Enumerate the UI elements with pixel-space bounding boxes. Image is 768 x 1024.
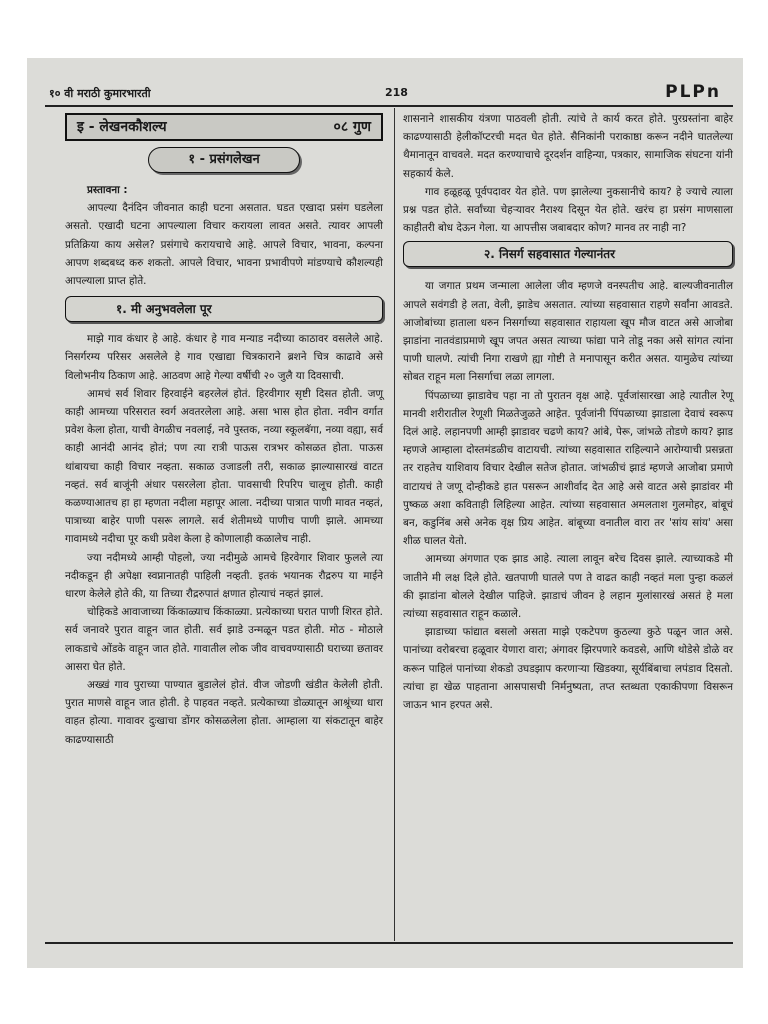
page-number: 218	[385, 86, 408, 99]
subheading-flood: १. मी अनुभवलेला पूर	[65, 296, 383, 322]
paragraph: गाव हळूहळू पूर्वपदावर येत होते. पण झालेल्या नुकसानीचे काय? हे ज्याचे त्याला प्रश्न पडत होते. सर्वांच्या चेहऱ्यावर नैराश्य दिसून येत होते. खरंच हा प्रसंग माणसाला काहीतरी बोध देऊन गेला. या आपत्तीस जबाबदार कोण? मानव तर नाही ना?	[403, 185, 733, 235]
left-column	[65, 113, 383, 749]
book-title: १० वी मराठी कुमारभारती	[49, 87, 151, 100]
subheading-nature: २. निसर्ग सहवासात गेल्यानंतर	[403, 241, 733, 267]
intro-label: प्रस्तावना :	[87, 184, 128, 196]
header-rule	[45, 105, 733, 107]
paragraph: अख्खं गाव पुराच्या पाण्यात बुडालेलं होतं. वीज जोडणी खंडीत केलेली होती. पुरात माणसे वाहून जात होती. हे पाहवत नव्हते. प्रत्येकाच्या डोळ्यातून आश्रूंच्या धारा वाहत होत्या. गावावर दुःखाचा डोंगर कोसळलेला होता. आम्हाला या संकटातून बाहेर काढण्यासाठी	[65, 679, 383, 746]
section-marks: ०८ गुण	[333, 118, 371, 135]
paragraph: ज्या नदीमध्ये आम्ही पोहलो, ज्या नदीमुळे आमचे हिरवेगार शिवार फुलले त्या नदीकडून ही अपेक्षा स्वप्नानातही पाहिली नव्हती. इतकं भयानक रौद्ररुप या माईने धारण केलेले होते की, या तिच्या रौद्ररुपातं क्षणात होत्याचं नव्हतं झालं.	[65, 551, 383, 601]
paragraph: झाडाच्या फांद्यात बसलो असता माझे एकटेपण कुठल्या कुठे पळून जात असे. पानांच्या वरोबरचा हळूवार येणारा वारा; अंगावर झिरपणारे कवडसे, आणि थोडेसे डोळे वर करून पाहिलं पानांच्या शेकडो उघडझाप करणाऱ्या खिडक्या, सूर्यबिंबाचा लपंडाव दिसतो. त्यांचा हा खेळ पाहताना आसपासची निर्मनुष्यता, तप्त स्तब्धता एकाकीपणा विसरून जाऊन भान हरपत असे.	[403, 626, 733, 712]
paragraph: चोहिकडे आवाजाच्या किंकाळ्याच किंकाळ्या. प्रत्येकाच्या घरात पाणी शिरत होते. सर्व जनावरे पुरात वाहून जात होती. सर्व झाडे उन्मळून पडत होती. मोठ - मोठाले लाकडाचे ओंडके वाहून जात होते. गावातील लोक जीव वाचवण्यासाठी घराच्या छतावर आसरा घेत होते.	[65, 606, 383, 673]
section-title-box	[65, 113, 383, 141]
intro-paragraph: आपल्या दैनंदिन जीवनात काही घटना असतात. घडत एखादा प्रसंग घडलेला असतो. एखादी घटना आपल्याला विचार करायला लावत असते. त्यावर आपली प्रतिक्रिया काय असेल? प्रसंगाचे करायचाचे आहे. आपले विचार, भावना, कल्पना आपण शब्दबध्द करु शकतो. आपले विचार, भावना प्रभावीपणे मांडण्याचे कौशल्यही आपल्याला प्राप्त होते.	[65, 202, 383, 288]
paragraph: आमच्या अंगणात एक झाड आहे. त्याला लावून बरेच दिवस झाले. त्याच्याकडे मी जातीने मी लक्ष दिले होते. खतपाणी घातले पण ते वाढत काही नव्हतं मला पुन्हा कळलं की झाडांना बोलले देखील पाहिजे. झाडाचं जीवन हे लहान मुलांसारखं असतं हे मला त्यांच्या सहवासात राहून कळाले.	[403, 553, 733, 621]
paragraph: पिंपळाच्या झाडावेच पहा ना तो पुरातन वृक्ष आहे. पूर्वजांसारखा आहे त्यातील रेणू मानवी शरीरातील रेणूशी मिळतेजुळते आहेत. पूर्वजांनी पिंपळाच्या झाडाला देवाचं स्वरूप दिलं आहे. लहानपणी आम्ही झाडावर चढणे काय? आंबे, पेरू, जांभळे तोडणे काय? झाड म्हणजे आम्हाला दोस्तमंडळीच वाटायची. त्यांच्या सहवासात राहिल्याने आरोग्याची प्रसन्नता तर राहतेच याशिवाय विचार देखील सतेज होतात. जांभळीचं झाडं म्हणजे आजोबा प्रमाणे वाटायचं ते जणू दोन्हीकडे हात पसरून आशीर्वाद देत आहे असे वाटत असे झाडांवर मी पुष्कळ अशा कविताही लिहिल्या आहेत. त्यांच्या सहवासात अमलताश गुलमोहर, बांबूचं बन, कडुनिंब असे अनेक वृक्ष प्रिय आहेत. बांबूच्या वनातील वारा तर 'सांय सांय' असा शीळ घालत येतो.	[403, 389, 733, 548]
paragraph: शासनाने शासकीय यंत्रणा पाठवली होती. त्यांचे ते कार्य करत होते. पुरग्रस्तांना बाहेर काढण्यासाठी हेलीकॉप्टरची मदत घेत होते. सैनिकांनी पराकाष्ठा करून नदीने घातलेल्या थैमानातून वाचवले. मदत करण्याचाचे दूरदर्शन वाहिन्या, पत्रकार, सामाजिक संघटना यांनी सहकार्य केले.	[403, 113, 733, 180]
book-page	[27, 58, 743, 968]
paragraph: माझे गाव कंधार हे आहे. कंधार हे गाव मन्याड नदीच्या काठावर वसलेले आहे. निसर्गरम्य परिसर असलेले हे गाव एखाद्या चित्रकाराने ब्रशने चित्र काढावे असे विलोभनीय ठिकाण आहे. आठवण आहे गेल्या वर्षीची २० जुलै या दिवसाची.	[65, 333, 383, 382]
footer-rule	[45, 942, 733, 944]
topic-pill: १ - प्रसंगलेखन	[148, 147, 300, 173]
paragraph: या जगात प्रथम जन्माला आलेला जीव म्हणजे वनस्पतीच आहे. बाल्यजीवनातील आपले सवंगडी हे लता, वेली, झाडेच असतात. त्यांच्या सहवासात राहणे सर्वांना आवडते. आजोबांच्या हाताला धरुन निसर्गाच्या सहवासात राहायला खूप मौज वाटत असे आजोबा झाडांना नातवंडाप्रमाणे खूप जपत असत त्याच्या फांद्या पाने तोडू नका असे सांगत त्यांना पाणी घालणे. त्यांची निगा राखणे ह्या गोष्टी ते मनापासून करीत असत. यामुळेच त्यांच्या सोबत राहून मला निसर्गाचा लळा लागला.	[403, 280, 733, 384]
column-divider	[394, 108, 395, 941]
right-column	[403, 110, 733, 714]
page-header	[27, 82, 743, 106]
publisher-logo: PLPn	[665, 82, 721, 102]
paragraph: आमचं सर्व शिवार हिरवाईने बहरलेलं होतं. हिरवीगार सृष्टी दिसत होती. जणू काही आमच्या परिसरात स्वर्ग अवतरलेला आहे. असा भास होत होता. नवीन वर्गात प्रवेश केला होता, याची वेगळीच नवलाई, नवे पुस्तक, नव्या स्कूलबॅगा, नव्या वह्या, सर्व काही आनंदी आनंद होतं; पण त्या रात्री पाऊस रात्रभर कोसळत होता. पाऊस थांबायचा काही विचार नव्हता. सकाळ उजाडली तरी, सकाळ झाल्यासारखं वाटत नव्हतं. सर्व बाजूंनी अंधार पसरलेला होता. पावसाची रिपरिप चालूच होती. काही कळण्याआतच हा हा म्हणता नदीला महापूर आला. नदीच्या पात्रात पाणी मावत नव्हतं, पात्राच्या बाहेर पाणी पसरू लागले. सर्व शेतीमध्ये पाणीच पाणी झाले. आमच्या गावामध्ये नदीचा पूर कधी प्रवेश केला हे कोणालाही कळालेच नाही.	[65, 387, 383, 546]
section-title: इ - लेखनकौशल्य	[77, 118, 167, 135]
